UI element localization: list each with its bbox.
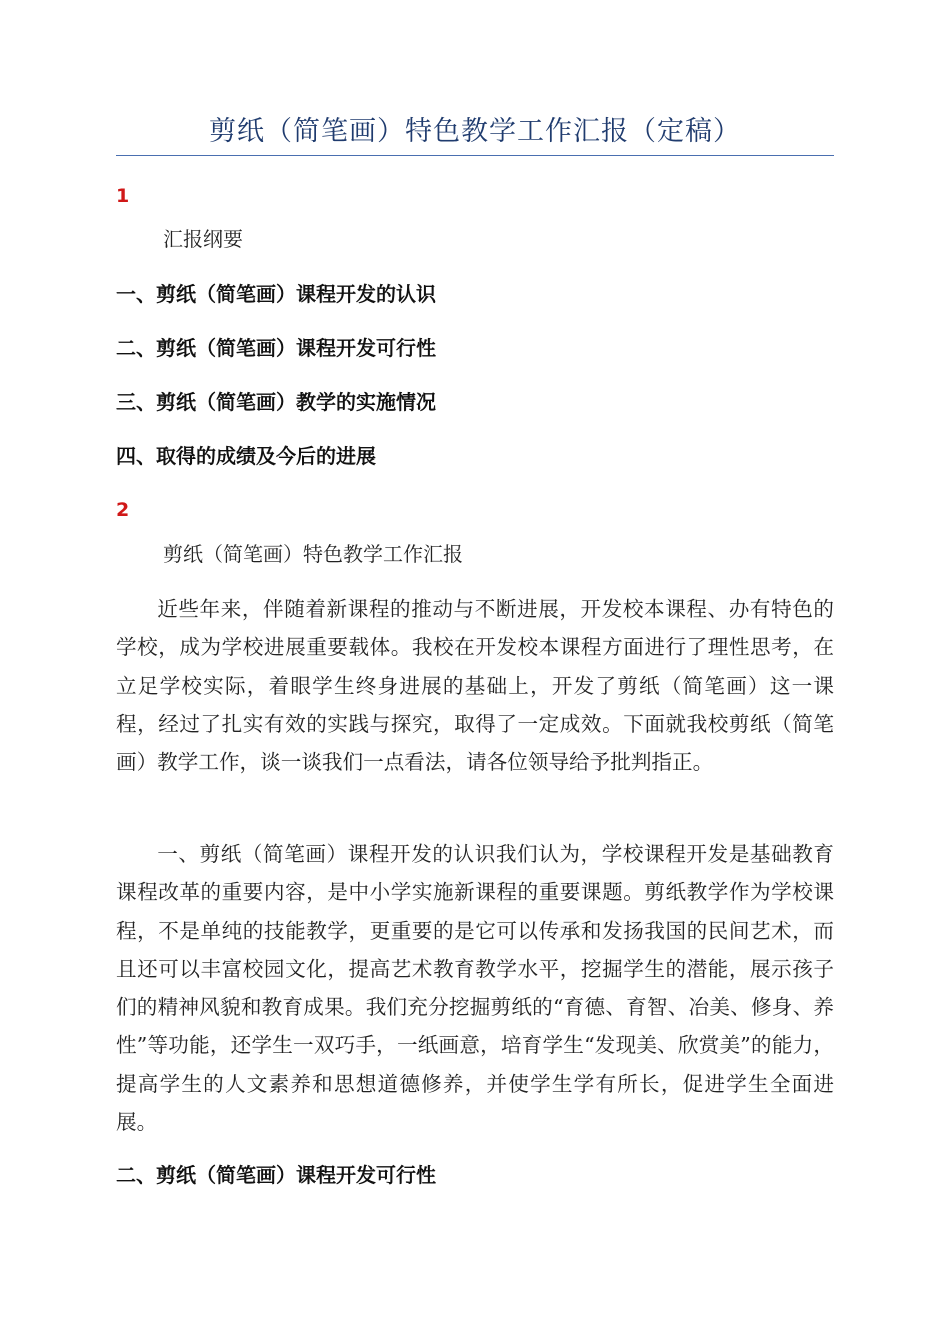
section-subtitle: 剪纸（简笔画）特色教学工作汇报: [163, 542, 463, 566]
title-underline: [116, 155, 834, 156]
document-title: 剪纸（简笔画）特色教学工作汇报（定稿）: [209, 116, 741, 147]
outline-item-2: 二、剪纸（简笔画）课程开发可行性: [116, 336, 436, 360]
body-paragraph-intro: 近些年来，伴随着新课程的推动与不断进展，开发校本课程、办有特色的学校，成为学校进展重要载体。我校在开发校本课程方面进行了理性思考，在立足学校实际，着眼学生终身进展的基础上，开发了剪纸（简笔画）这一课程，经过了扎实有效的实践与探究，取得了一定成效。下面就我校剪纸（简笔画）教学工作，谈一谈我们一点看法，请各位领导给予批判指正。: [116, 597, 834, 775]
section-number-1: 1: [116, 185, 130, 207]
outline-title: 汇报纲要: [163, 227, 243, 251]
section-heading-feasibility: 二、剪纸（简笔画）课程开发可行性: [116, 1163, 436, 1187]
section-number-2: 2: [116, 499, 130, 521]
outline-item-1: 一、剪纸（简笔画）课程开发的认识: [116, 282, 436, 306]
outline-item-3: 三、剪纸（简笔画）教学的实施情况: [116, 390, 436, 414]
body-paragraph-understanding: 一、剪纸（简笔画）课程开发的认识我们认为，学校课程开发是基础教育课程改革的重要内容，是中小学实施新课程的重要课题。剪纸教学作为学校课程，不是单纯的技能教学，更重要的是它可以传承和发扬我国的民间艺术，而且还可以丰富校园文化，提高艺术教育教学水平，挖掘学生的潜能，展示孩子们的精神风貌和教育成果。我们充分挖掘剪纸的“育德、育智、冶美、修身、养性”等功能，还学生一双巧手，一纸画意，培育学生“发现美、欣赏美”的能力，提高学生的人文素养和思想道德修养，并使学生学有所长，促进学生全面进展。: [116, 842, 834, 1135]
outline-item-4: 四、取得的成绩及今后的进展: [116, 444, 376, 468]
